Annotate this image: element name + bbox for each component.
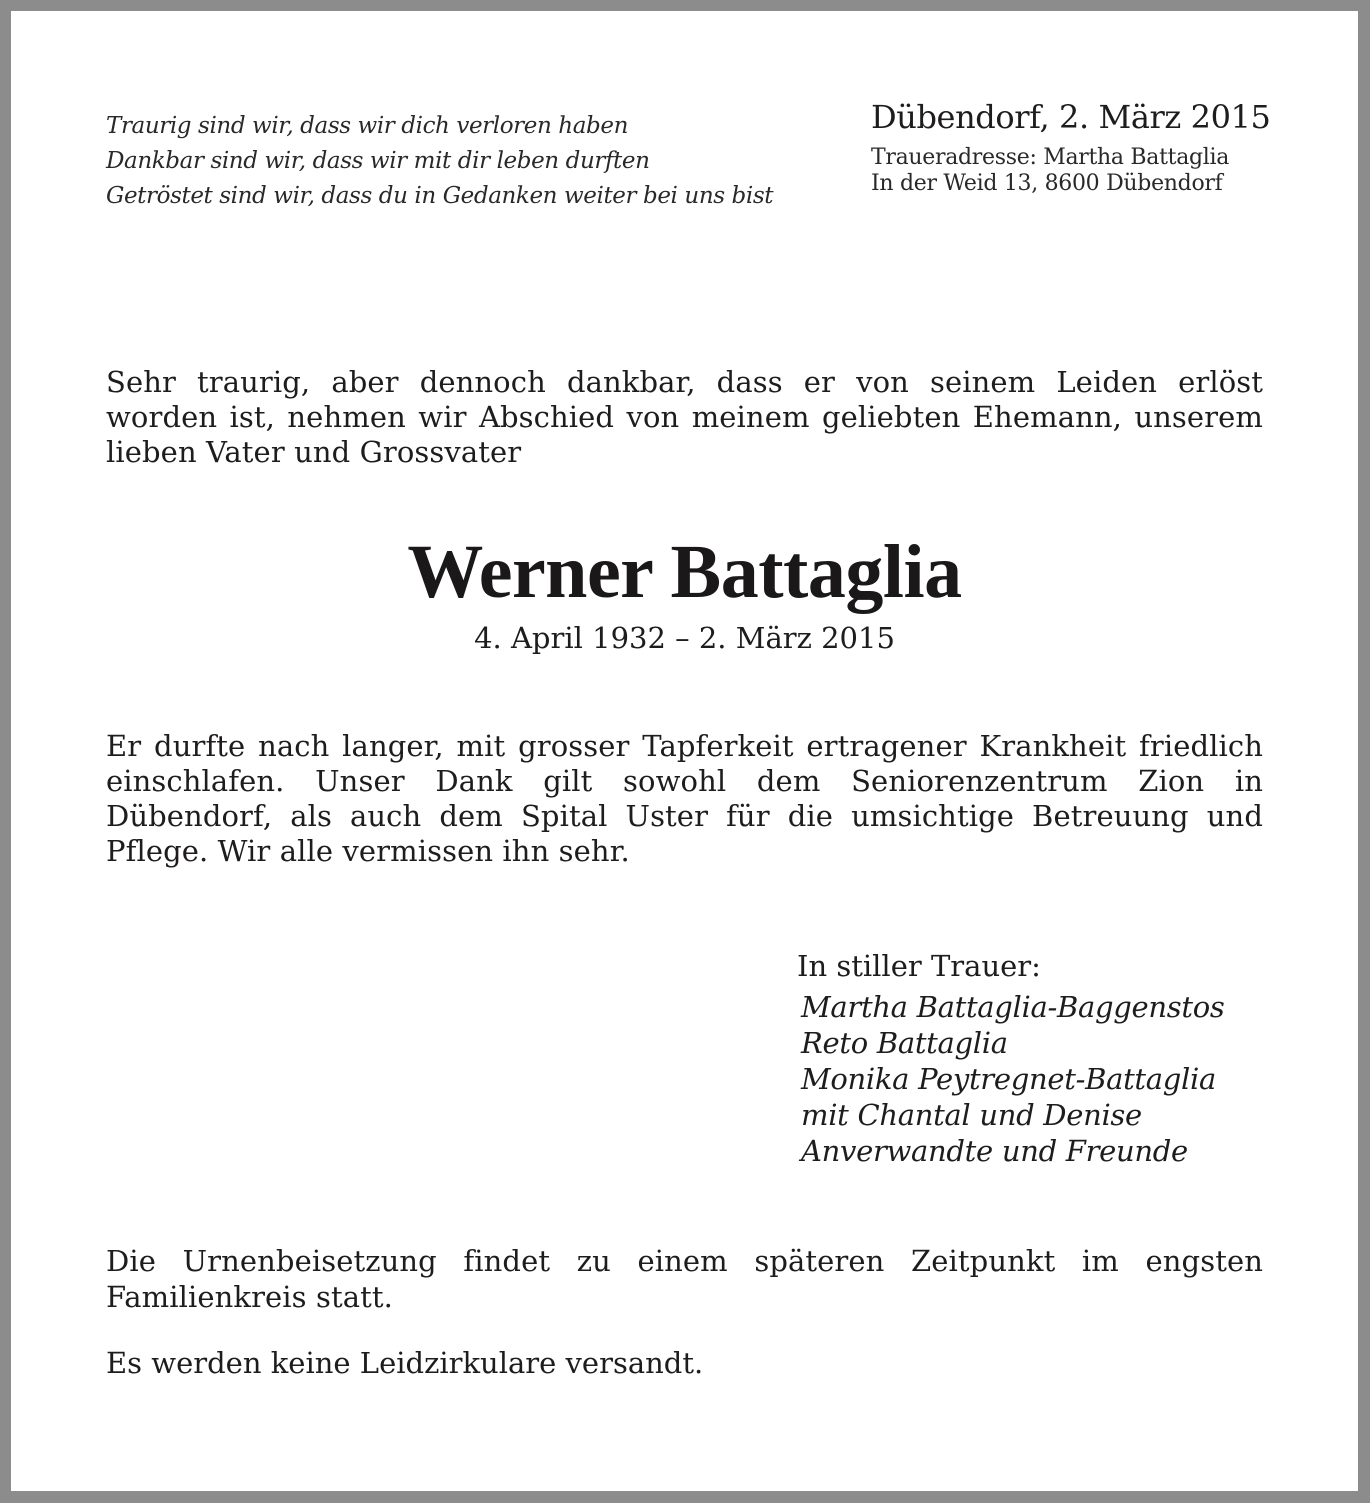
mourner-name: Reto Battaglia [801,1026,1008,1060]
poem-line: Dankbar sind wir, dass wir mit dir leben durften [106,148,650,174]
mourner-name: mit Chantal und Denise [801,1098,1142,1132]
memorial-poem [106,109,846,214]
burial-notice: Die Urnenbeisetzung findet zu einem späteren Zeitpunkt im engsten Familienkreis statt. [106,1244,1263,1314]
mourning-address [871,145,1266,197]
mourner-name: Monika Peytregnet-Battaglia [801,1062,1216,1096]
obituary-notice [11,11,1358,1491]
mourner-name: Anverwandte und Freunde [801,1134,1188,1168]
no-letters-notice: Es werden keine Leidzirkulare versandt. [106,1346,704,1380]
poem-line: Traurig sind wir, dass wir dich verloren haben [106,113,628,139]
poem-line: Getröstet sind wir, dass du in Gedanken weiter bei uns bist [106,183,774,209]
life-dates: 4. April 1932 – 2. März 2015 [474,621,895,655]
address-line: Traueradresse: Martha Battaglia [871,145,1230,170]
mourners-list [801,989,1271,1169]
mourner-name: Martha Battaglia-Baggenstos [801,990,1225,1024]
intro-paragraph: Sehr traurig, aber dennoch dankbar, dass er von seinem Leiden erlöst worden ist, nehmen wir Abschied von meinem geliebten Ehemann, unserem lieben Vater und Grossvater [106,365,1263,469]
address-line: In der Weid 13, 8600 Dübendorf [871,171,1223,196]
thanks-paragraph: Er durfte nach langer, mit grosser Tapferkeit ertragener Krankheit friedlich einschlafen. Unser Dank gilt sowohl dem Seniorenzentrum Zion in Dübendorf, als auch dem Spital Uster für die umsichtige Betreuung und Pflege. Wir alle vermissen ihn sehr. [106,729,1263,868]
place-and-date: Dübendorf, 2. März 2015 [871,98,1271,136]
deceased-name: Werner Battaglia [407,530,962,614]
mourning-label: In stiller Trauer: [797,949,1041,983]
